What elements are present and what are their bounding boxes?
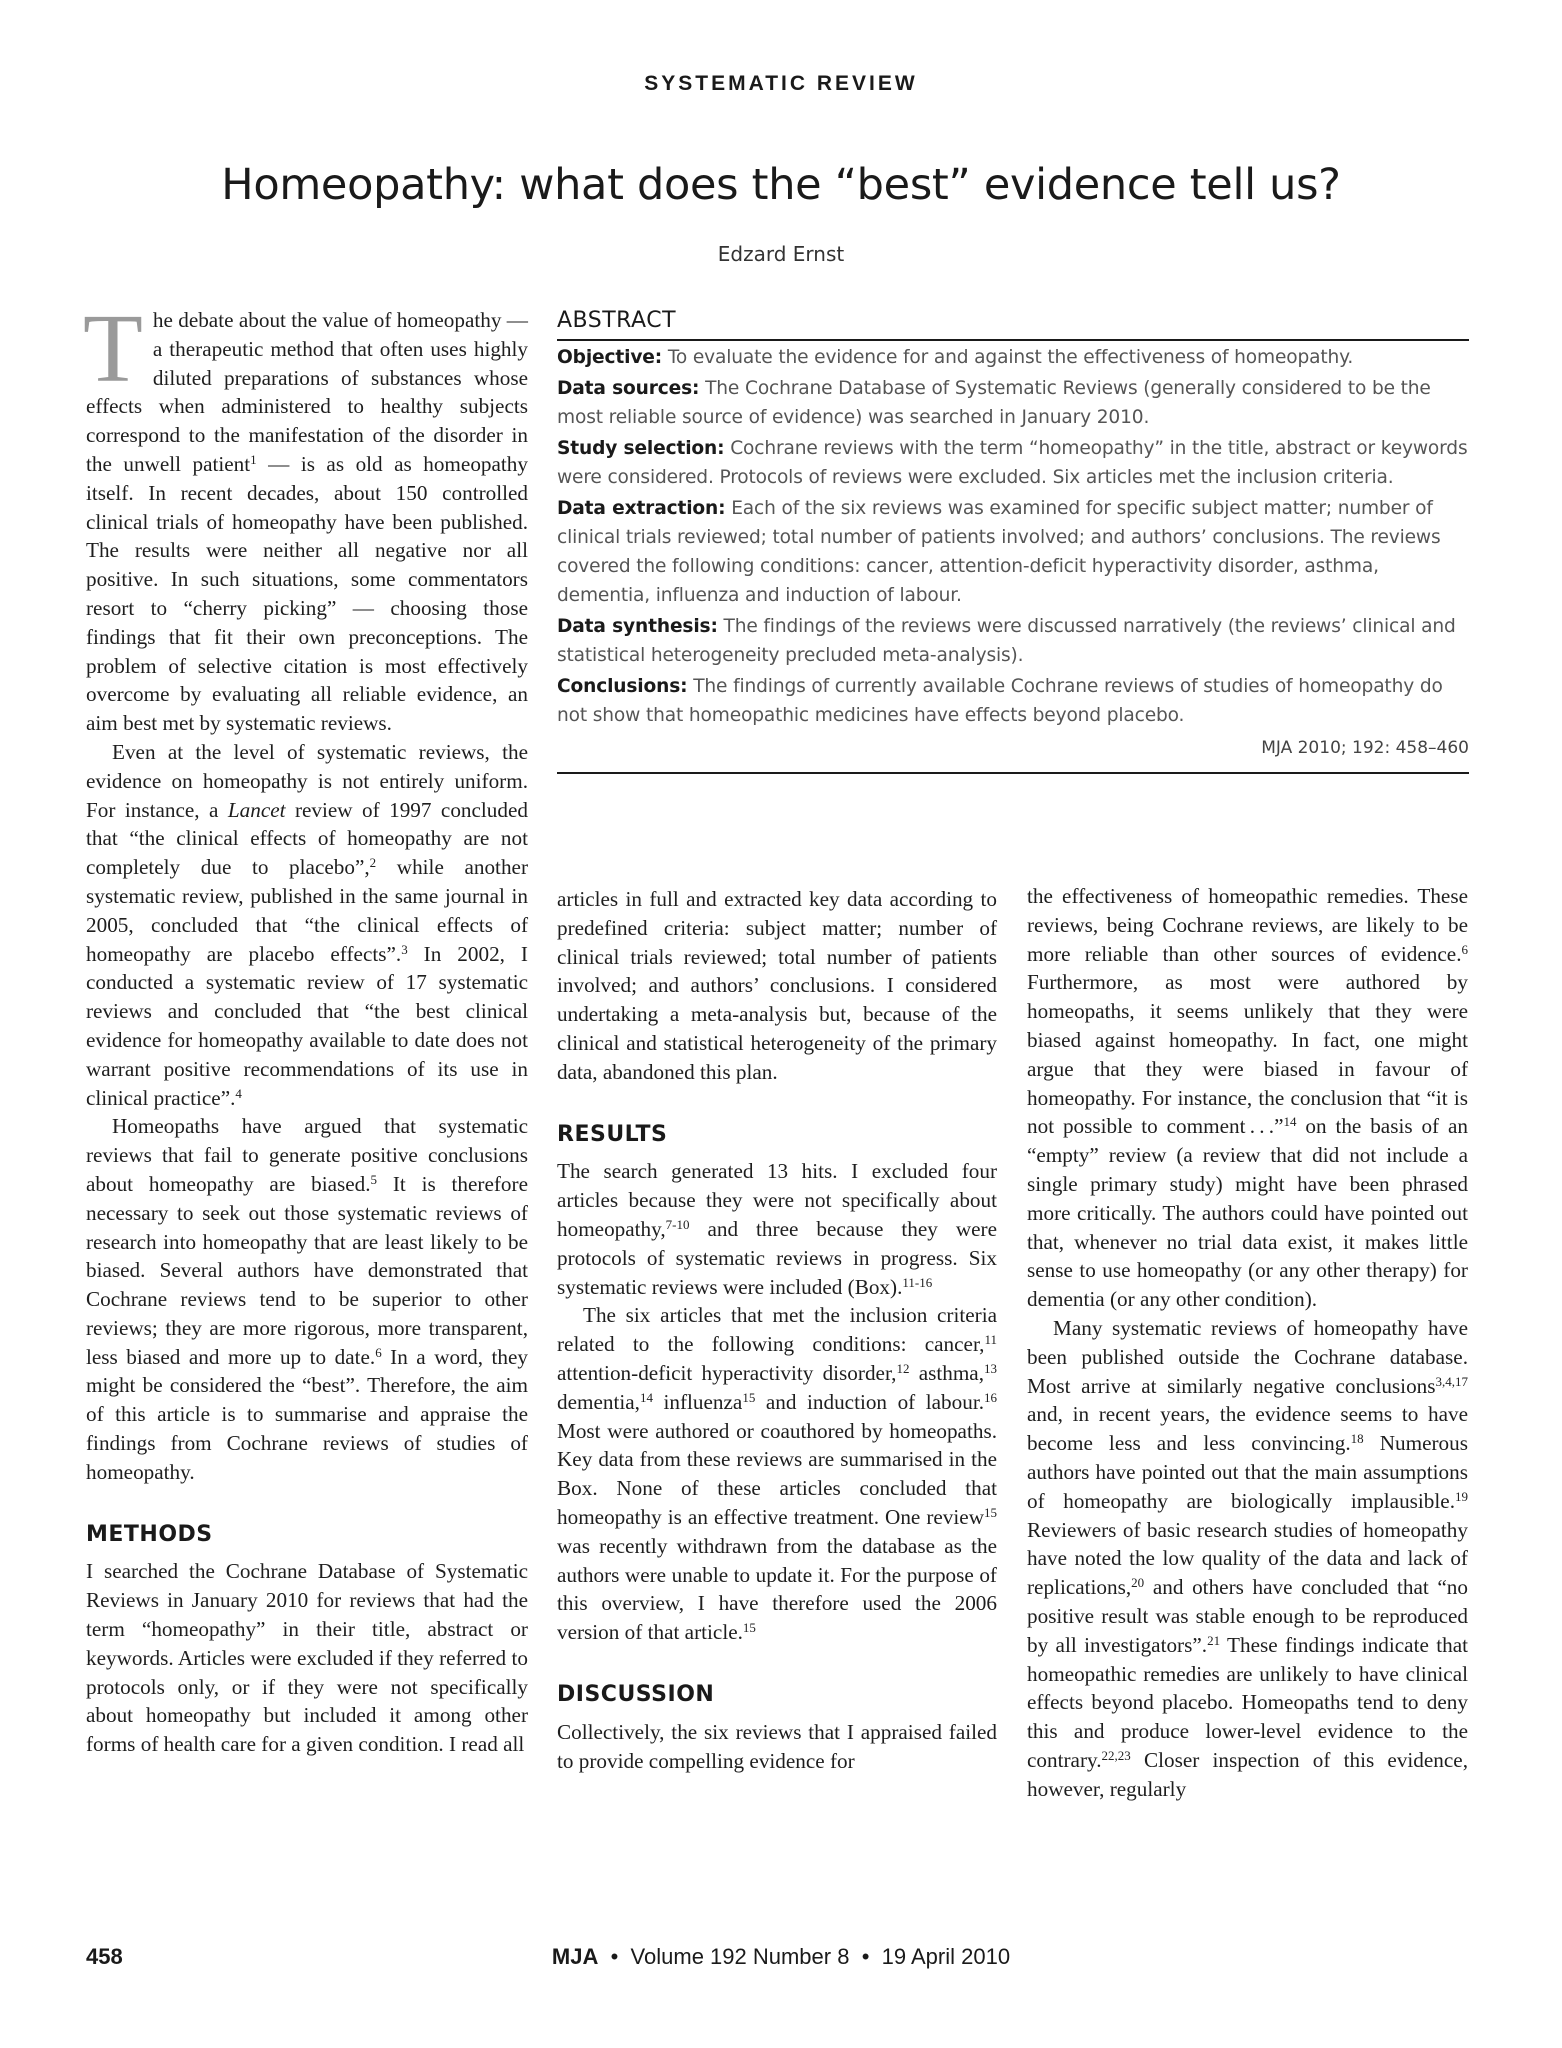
reference-marker: 20: [1131, 1575, 1145, 1591]
text-run: Closer inspection of this evidence, however, regularly: [1027, 1747, 1468, 1801]
journal-issue: Volume 192 Number 8: [630, 1944, 850, 1969]
text-run: he debate about the value of homeopathy — a therapeutic method that often uses highly diluted preparations of substances whose effects when administered to healthy subjects correspond to the manifestation of the disorder in the unwell patient: [86, 308, 528, 476]
abstract-text: The findings of the reviews were discussed narratively (the reviews’ clinical and statistical heterogeneity precluded meta-analysis).: [557, 616, 1456, 666]
abstract-label: Data sources:: [557, 378, 700, 399]
column-middle: [557, 885, 997, 1775]
abstract-objective: [557, 343, 1469, 372]
methods-paragraph: I searched the Cochrane Database of Systematic Reviews in January 2010 for reviews that had the term “homeopathy” in their title, abstract or keywords. Articles were excluded if they referred to protocols only, or if they were not specifically about homeopathy but included it among other forms of health care for a given condition. I read all: [86, 1559, 528, 1757]
methods-paragraph-continued: articles in full and extracted key data according to predefined criteria: subject matter; number of clinical trials reviewed; total number of patients involved; and authors’ conclusions. I considered undertaking a meta-analysis but, because of the clinical and statistical heterogeneity of the primary data, abandoned this plan.: [557, 887, 997, 1084]
reference-marker: 1: [250, 451, 257, 467]
abstract-conclusions: [557, 672, 1469, 730]
discussion-paragraph-1: Collectively, the six reviews that I appraised failed to provide compelling evidence for: [557, 1719, 997, 1773]
drop-cap: T: [83, 295, 143, 403]
text-run: These findings indicate that homeopathic remedies are unlikely to have clinical effects beyond placebo. Homeopaths tend to deny this and produce lower-level evidence to the contrary.: [1027, 1632, 1468, 1772]
reference-marker: 14: [1283, 1114, 1297, 1130]
text-run: and others have concluded that “no positive result was stable enough to be reproduced by all investigators”.: [1027, 1575, 1468, 1657]
abstract-box: [557, 308, 1469, 774]
footer-separator: •: [610, 1944, 619, 1969]
reference-marker: 16: [984, 1389, 998, 1405]
text-run: review of 1997 concluded that “the clinical effects of homeopathy are not completely due to placebo”,: [86, 797, 528, 880]
abstract-label: Objective:: [557, 347, 663, 368]
reference-marker: 3: [401, 941, 408, 957]
page-number: 458: [86, 1944, 123, 1969]
author-name: Edzard Ernst: [717, 242, 845, 266]
text-run: Furthermore, as most were authored by homeopaths, it seems unlikely that they were biased against homeopathy. In fact, one might argue that they were biased in favour of homeopathy. For instance, the conclusion that “it is not possible to comment . . .”: [1027, 970, 1468, 1139]
reference-marker: 12: [896, 1360, 910, 1376]
reference-marker: 22,23: [1101, 1747, 1131, 1763]
journal-name: Lancet: [227, 797, 286, 822]
text-run: In 2002, I conducted a systematic review of 17 systematic reviews and concluded that “the best clinical evidence for homeopathy available to date does not warrant positive recommendations of its use in clinical practice”.: [86, 941, 528, 1110]
footer-separator: •: [861, 1944, 870, 1969]
text-run: In a word, they might be considered the “best”. Therefore, the aim of this article is to summarise and appraise the findings from Cochrane reviews of studies of homeopathy.: [86, 1344, 528, 1484]
reference-marker: 13: [984, 1360, 998, 1376]
journal-date: 19 April 2010: [881, 1944, 1011, 1969]
reference-marker: 11-16: [902, 1274, 933, 1290]
text-run: Many systematic reviews of homeopathy have been published outside the Cochrane database. Most arrive at similarly negative conclusions: [1027, 1315, 1468, 1398]
reference-marker: 7-10: [665, 1216, 690, 1232]
text-run: The six articles that met the inclusion criteria related to the following conditions: cancer,: [557, 1303, 997, 1357]
reference-marker: 6: [1461, 941, 1468, 957]
text-run: Numerous authors have pointed out that the main assumptions of homeopathy are biologically implausible.: [1027, 1431, 1468, 1513]
text-run: while another systematic review, published in the same journal in 2005, concluded that “the clinical effects of homeopathy are placebo effects”.: [86, 855, 528, 966]
journal-footer: [0, 1944, 1562, 1970]
abstract-study-selection: [557, 434, 1469, 492]
reference-marker: 21: [1207, 1632, 1221, 1648]
reference-marker: 3,4,17: [1435, 1373, 1468, 1389]
text-run: It is therefore necessary to seek out those systematic reviews of research into homeopathy that are least likely to be biased. Several authors have demonstrated that Cochrane reviews tend to be superior to other reviews; they are more rigorous, more transparent, less biased and more up to date.: [86, 1171, 528, 1369]
journal-name-footer: MJA: [551, 1944, 599, 1969]
abstract-text: The findings of currently available Cochrane reviews of studies of homeopathy do not show that homeopathic medicines have effects beyond placebo.: [557, 676, 1443, 726]
abstract-label: Data synthesis:: [557, 616, 718, 637]
abstract-text: Cochrane reviews with the term “homeopathy” in the title, abstract or keywords were considered. Protocols of reviews were excluded. Six articles met the inclusion criteria.: [557, 438, 1468, 488]
abstract-data-extraction: [557, 494, 1469, 610]
intro-paragraph-3: [86, 1112, 528, 1486]
intro-paragraph-1: [83, 295, 528, 738]
reference-marker: 14: [639, 1389, 653, 1405]
abstract-label: Data extraction:: [557, 498, 726, 519]
results-paragraph-2: [557, 1301, 997, 1647]
reference-marker: 19: [1455, 1488, 1468, 1504]
text-run: Homeopaths have argued that systematic reviews that fail to generate positive conclusions about homeopathy are biased.: [86, 1114, 528, 1196]
text-run: and three because they were protocols of systematic reviews in progress. Six systematic reviews were included (Box).: [557, 1216, 997, 1299]
results-heading: RESULTS: [557, 1121, 668, 1147]
text-run: was recently withdrawn from the database as the authors were unable to update it. For the purpose of this overview, I have therefore used the 2006 version of that article.: [557, 1533, 997, 1645]
section-label: SYSTEMATIC REVIEW: [644, 72, 918, 95]
text-run: Reviewers of basic research studies of homeopathy have noted the low quality of the data and lack of replications,: [1027, 1517, 1468, 1600]
reference-marker: 2: [369, 855, 377, 871]
reference-marker: 15: [742, 1389, 756, 1405]
reference-marker: 15: [742, 1620, 756, 1636]
intro-paragraph-2: [86, 738, 528, 1112]
text-run: on the basis of an “empty” review (a review that did not include a single primary study) might have been phrased more critically. The authors could have pointed out that, whenever no trial data exist, it makes little sense to use homeopathy (or any other therapy) for dementia (or any other condition).: [1027, 1114, 1468, 1312]
text-run: asthma,: [909, 1360, 985, 1385]
abstract-label: Study selection:: [557, 438, 725, 459]
abstract-data-synthesis: [557, 612, 1469, 670]
reference-marker: 15: [984, 1504, 997, 1520]
abstract-heading: ABSTRACT: [557, 308, 1469, 341]
reference-marker: 11: [984, 1332, 997, 1348]
text-run: dementia,: [557, 1389, 640, 1414]
reference-marker: 5: [370, 1171, 378, 1187]
column-left: [83, 295, 528, 1759]
discussion-heading: DISCUSSION: [557, 1681, 715, 1707]
text-run: attention-deficit hyperactivity disorder,: [557, 1360, 897, 1385]
reference-marker: 6: [375, 1344, 382, 1360]
article-title: Homeopathy: what does the “best” evidence tell us?: [221, 160, 1341, 210]
discussion-paragraph-1-continued: [1027, 882, 1468, 1314]
text-run: The search generated 13 hits. I excluded four articles because they were not specifically about homeopathy,: [557, 1159, 997, 1241]
text-run: — is as old as homeopathy itself. In recent decades, about 150 controlled clinical trials of homeopathy have been published. The results were neither all negative nor all positive. In such situations, some commentators resort to “cherry picking” — choosing those findings that fit their own preconceptions. The problem of selective citation is most effectively overcome by evaluating all reliable evidence, an aim best met by systematic reviews.: [86, 451, 528, 736]
reference-marker: 18: [1350, 1431, 1364, 1447]
abstract-data-sources: [557, 374, 1469, 432]
text-run: Even at the level of systematic reviews, the evidence on homeopathy is not entirely uniform. For instance, a: [86, 739, 528, 822]
abstract-label: Conclusions:: [557, 676, 688, 697]
methods-heading: METHODS: [86, 1521, 213, 1547]
text-run: and, in recent years, the evidence seems to have become less and less convincing.: [1027, 1402, 1468, 1456]
text-run: Most were authored or coauthored by homeopaths. Key data from these reviews are summarised in the Box. None of these articles concluded that homeopathy is an effective treatment. One review: [557, 1418, 997, 1529]
abstract-text: The Cochrane Database of Systematic Reviews (generally considered to be the most reliable source of evidence) was searched in January 2010.: [557, 378, 1431, 428]
reference-marker: 4: [235, 1085, 242, 1101]
column-right: [1027, 882, 1468, 1804]
abstract-text: To evaluate the evidence for and against the effectiveness of homeopathy.: [667, 347, 1354, 368]
text-run: influenza: [652, 1389, 743, 1414]
abstract-citation: MJA 2010; 192: 458–460: [557, 738, 1469, 774]
abstract-text: Each of the six reviews was examined for specific subject matter; number of clinical trials reviewed; total number of patients involved; and authors’ conclusions. The reviews covered the following conditions: cancer, attention-deficit hyperactivity disorder, asthma, dementia, influenza and induction of labour.: [557, 498, 1441, 606]
results-paragraph-1: [557, 1157, 997, 1301]
text-run: the effectiveness of homeopathic remedies. These reviews, being Cochrane reviews, are likely to be more reliable than other sources of evidence.: [1027, 884, 1468, 966]
discussion-paragraph-2: [1027, 1314, 1468, 1804]
text-run: and induction of labour.: [755, 1389, 985, 1414]
